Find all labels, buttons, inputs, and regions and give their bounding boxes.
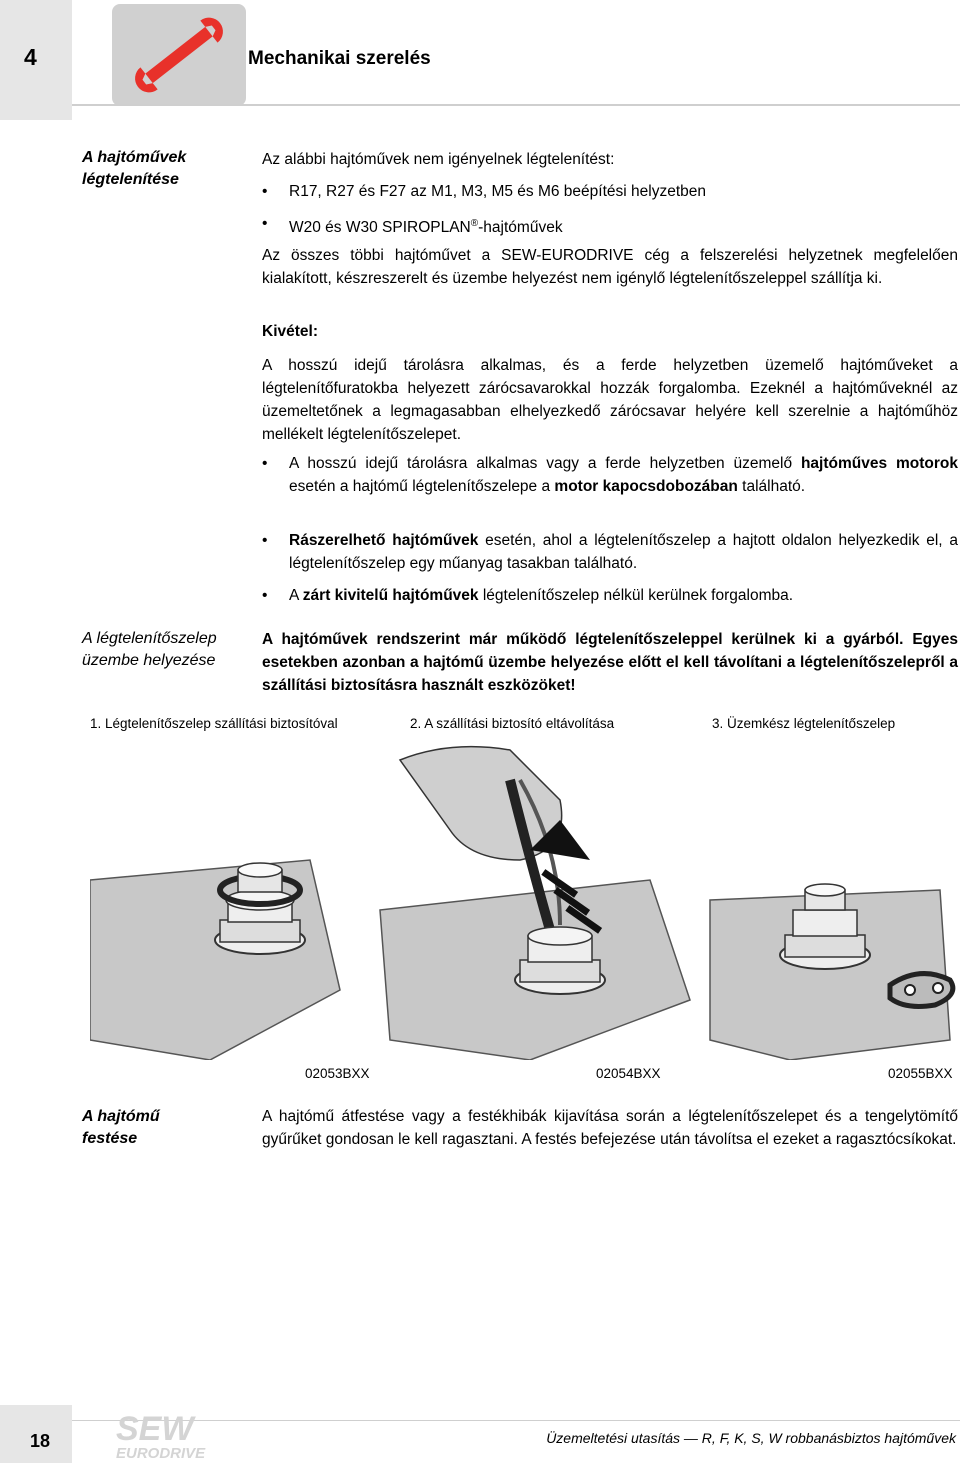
b5-part-1: A [289,587,303,604]
b5-part-2: zárt kivitelű hajtóművek [302,587,479,604]
bullet-text-suffix: -hajtóművek [478,219,563,237]
b3-part-2: hajtóműves motorok [800,455,958,472]
figure-caption-2: 2. A szállítási biztosító eltávolítása [410,716,615,731]
painting-side-title [82,1106,252,1150]
painting-text: A hajtómű átfestése vagy a festékhibák kijavítása során a légtelenítőszelepet és a tengelytömítő gyűrűket gondosan le kell ragasztani. A festés befejezése után távolítsa el ezeket a ragasztócsíkokat. [262,1108,958,1148]
figure-caption-1: 1. Légtelenítőszelep szállítási biztosítóval [90,716,338,731]
venting-paragraph-2: A hosszú idejű tárolásra alkalmas, és a ferde helyzetben üzemelő hajtóműveket a légtelenítőfuratokba helyezett zárócsavarokkal hozzák forgalomba. Ezeknél a hajtóműveknél az üzemeltetőnek a legmagasabban elhelyezkedő zárócsavar helyére kell szerelnie a hajtóműhöz mellékelt légtelenítőszelepet. [262,357,958,443]
sew-logo [110,1406,220,1461]
bullet-dot: • [262,183,268,200]
bullet-item-4 [262,529,958,575]
b3-part-4: motor kapocsdobozában [554,478,738,495]
bullet-dot: • [262,455,268,472]
document-title: Üzemeltetési utasítás — R, F, K, S, W robbanásbiztos hajtóművek [546,1430,956,1446]
venting-title-line-2: légtelenítése [82,171,179,188]
bullet-dot: • [262,215,268,232]
b4-part-2: esetén, ahol a légtelenítőszelep a hajtott oldalon helyezkedik el, a légtelenítőszelep egy műanyag tasakban található. [289,532,958,572]
bullet-item-5 [262,584,958,607]
figure-code-3: 02055BXX [888,1066,953,1081]
page-number-box [0,1405,72,1463]
figure-code-1: 02053BXX [305,1066,370,1081]
venting-side-title [82,147,252,191]
removing-transport-lock [380,747,690,1060]
b3-part-3: esetén a hajtómű légtelenítőszelepe a [289,478,555,495]
activation-side-title [82,628,252,672]
b5-part-3: légtelenítőszelep nélkül kerülnek forgalomba. [478,587,794,604]
chapter-number-box [0,0,72,120]
bullet-text: R17, R27 és F27 az M1, M3, M5 és M6 beépítési helyzetben [289,183,706,200]
painting-title-line-1: A hajtómű [82,1108,160,1125]
b4-part-1: Rászerelhető hajtóművek [289,532,479,549]
registered-mark: ® [470,218,479,229]
page-number: 18 [30,1431,51,1451]
valve-with-transport-lock [90,860,340,1060]
chapter-number: 4 [24,44,37,70]
activation-title-line-1: A légtelenítőszelep [82,630,217,647]
figure-caption-3: 3. Üzemkész légtelenítőszelep [712,716,896,731]
bullet-dot: • [262,532,268,549]
breather-valve-illustration [90,740,960,1060]
b3-part-5: található. [737,478,806,495]
painting-title-line-2: festése [82,1130,138,1147]
bullet-dot: • [262,587,268,604]
bullet-item-2 [262,212,958,239]
exception-label: Kivétel: [262,323,318,340]
bullet-item-1 [262,180,958,203]
activation-text: A hajtóművek rendszerint már működő légtelenítőszeleppel kerülnek ki a gyárból. Egyes esetekben azonban a hajtómű üzembe helyezése előtt el kell távolítani a légtelenítőszelepről a szállítási biztosításra használt eszközöket! [262,631,958,694]
venting-paragraph-1: Az összes többi hajtóművet a SEW-EURODRIVE cég a felszerelési helyzetnek megfelelően kialakított, készreszerelt és üzembe helyezést nem igénylő légtelenítőszeleppel szállítja ki. [262,247,958,287]
activation-title-line-2: üzembe helyezése [82,652,216,669]
header-divider [72,104,960,106]
figure-code-2: 02054BXX [596,1066,661,1081]
wrench-icon [112,4,246,106]
logo-sew-text: SEW [116,1410,194,1448]
ready-breather-valve [710,884,953,1060]
b3-part-1: A hosszú idejű tárolásra alkalmas vagy a ferde helyzetben üzemelő [289,455,801,472]
bullet-text: W20 és W30 SPIROPLAN [289,219,471,237]
venting-title-line-1: A hajtóművek [82,149,187,166]
venting-intro: Az alábbi hajtóművek nem igényelnek légtelenítést: [262,151,615,168]
chapter-icon-box [112,4,246,106]
logo-eurodrive-text: EURODRIVE [116,1445,206,1461]
chapter-title: Mechanikai szerelés [248,48,431,69]
sew-logo-graphic [110,1406,220,1461]
bullet-item-3 [262,452,958,498]
